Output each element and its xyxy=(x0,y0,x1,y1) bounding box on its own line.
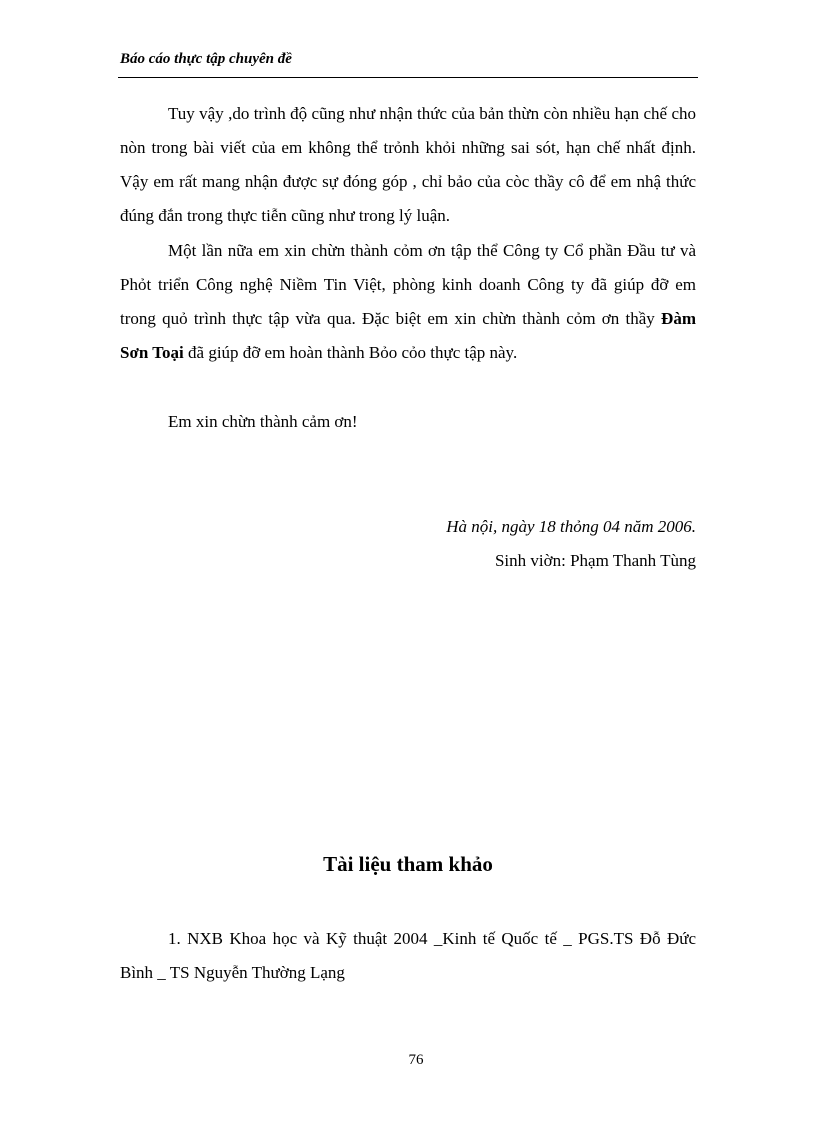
references-title: Tài liệu tham khảo xyxy=(323,852,493,876)
signature-name: Sinh viờn: Phạm Thanh Tùng xyxy=(494,551,696,570)
body-paragraph-1 xyxy=(120,97,696,233)
running-header-title: Báo cáo thực tập chuyên đề xyxy=(120,51,292,67)
reference-item xyxy=(120,922,696,990)
signature-date: Hà nội, ngày 18 thỏng 04 năm 2006. xyxy=(446,517,696,536)
paragraph-2-text-after: đã giúp đỡ em hoàn thành Bỏo cỏo thực tập này. xyxy=(183,343,518,362)
body-paragraph-2 xyxy=(120,234,696,370)
closing-thanks: Em xin chừn thành cảm ơn! xyxy=(168,412,358,431)
reference-item-text: 1. NXB Khoa học và Kỹ thuật 2004 _Kinh tế Quốc tế _ PGS.TS Đỗ Đức Bình _ TS Nguyễn Thường Lạng xyxy=(120,929,696,982)
paragraph-2-text-before: Một lần nữa em xin chừn thành cỏm ơn tập thể Công ty Cổ phần Đầu tư và Phỏt triển Công nghệ Niềm Tin Việt, phòng kinh doanh Công ty đã giúp đỡ em trong quỏ trình thực tập vừa qua. Đặc biệt em xin chừn thành cỏm ơn thầy xyxy=(120,241,696,328)
advisor-name: Đàm Sơn Toại xyxy=(120,309,696,362)
page-number: 76 xyxy=(408,1052,424,1068)
header-divider xyxy=(118,77,698,78)
paragraph-1-text: Tuy vậy ,do trình độ cũng như nhận thức của bản thừn còn nhiều hạn chế cho nòn trong bài viết của em không thể trỏnh khỏi những sai sót, hạn chế nhất định. Vậy em rất mang nhận được sự đóng góp , chỉ bảo của còc thầy cô để em nhậ thức đúng đắn trong thực tiễn cũng như trong lý luận. xyxy=(120,104,696,225)
body-paragraph-3 xyxy=(120,405,696,439)
